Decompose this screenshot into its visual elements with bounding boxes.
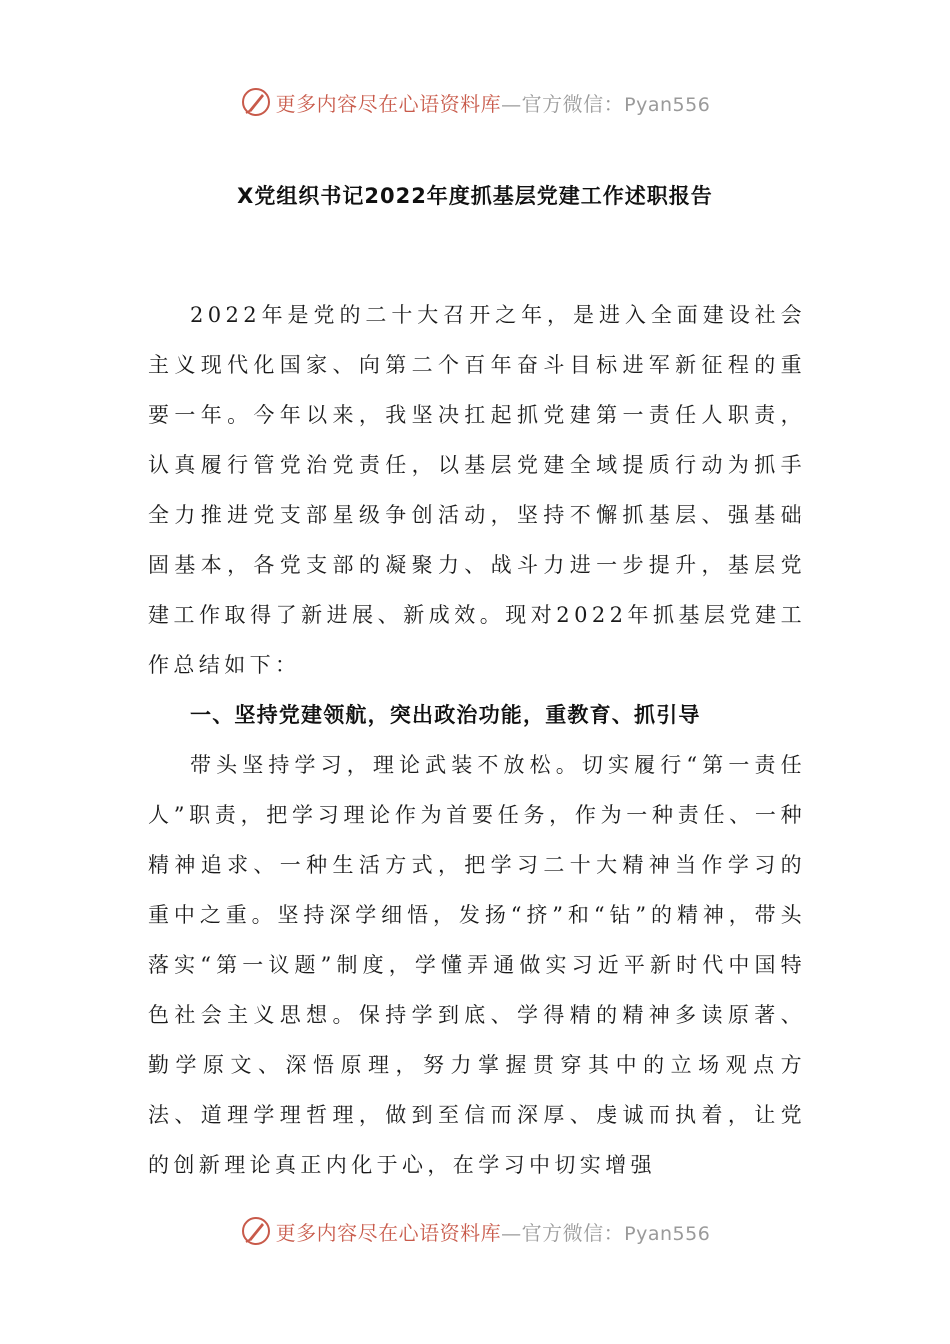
intro-paragraph: 2022年是党的二十大召开之年，是进入全面建设社会主义现代化国家、向第二个百年奋斗目标进军新征程的重要一年。今年以来，我坚决扛起抓党建第一责任人职责，认真履行管党治党责任，以基层党建全域提质行动为抓手全力推进党支部星级争创活动，坚持不懈抓基层、强基础固基本，各党支部的凝聚力、战斗力进一步提升，基层党建工作取得了新进展、新成效。现对2022年抓基层党建工作总结如下： bbox=[148, 303, 806, 677]
banner-brand: 更多内容尽在心语资料库 bbox=[275, 91, 502, 116]
banner-wechat-label: 官方微信： bbox=[521, 91, 625, 116]
section-heading-1: 一、坚持党建领航，突出政治功能，重教育、抓引导 bbox=[190, 703, 701, 727]
banner-separator: — bbox=[501, 91, 522, 116]
document-title: X党组织书记2022年度抓基层党建工作述职报告 bbox=[237, 184, 713, 208]
section-1-paragraph: 带头坚持学习，理论武装不放松。切实履行“第一责任人”职责，把学习理论作为首要任务，作为一种责任、一种精神追求、一种生活方式，把学习二十大精神当作学习的重中之重。坚持深学细悟，发扬“挤”和“钻”的精神，带头落实“第一议题”制度，学懂弄通做实习近平新时代中国特色社会主义思想。保持学到底、学得精的精神多读原著、勤学原文、深悟原理，努力掌握贯穿其中的立场观点方法、道理学理哲理，做到至信而深厚、虔诚而执着，让党的创新理论真正内化于心，在学习中切实增强 bbox=[148, 753, 806, 1177]
quill-pen-logo-icon bbox=[240, 86, 272, 118]
banner-wechat-id: Pyan556 bbox=[624, 93, 711, 116]
footer-watermark-banner bbox=[0, 1211, 950, 1251]
banner-wechat-id: Pyan556 bbox=[624, 1222, 711, 1245]
document-body bbox=[148, 290, 806, 1190]
banner-wechat-label: 官方微信： bbox=[521, 1220, 625, 1245]
quill-pen-logo-icon bbox=[240, 1215, 272, 1247]
banner-brand: 更多内容尽在心语资料库 bbox=[275, 1220, 502, 1245]
header-watermark-banner bbox=[0, 82, 950, 122]
banner-separator: — bbox=[501, 1220, 522, 1245]
